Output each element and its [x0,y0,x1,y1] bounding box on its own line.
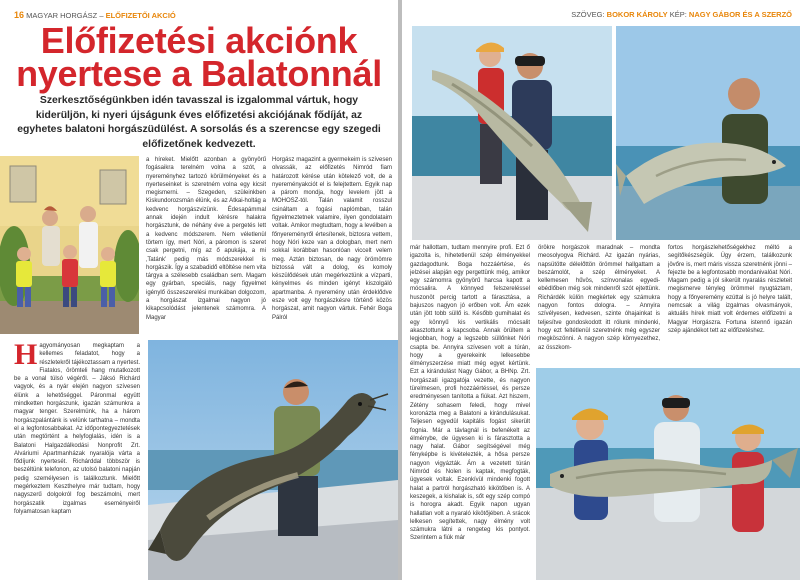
family-photo [0,156,139,334]
drop-cap: H [14,342,38,371]
photographers: NAGY GÁBOR ÉS A SZERZŐ [688,10,792,19]
article-column-5: fortos horgászlehetőségekhez méltó a segítőkészségük. Úgy érzem, találkozunk jövőre is, mert máris vissza szeretnénk jönni – fejezte be a legfontosabb mondanivalóat Nóri. Magam pedig a jól sikerült nyaralás részleteit megismerve tényleg örömmel nyugtáztam, hogy a főnyeremény ezúttal is jó helyre talált, nemcsak a világ izgalmas olvasmányok, aktuális hírek miatt volt érdemes előfizetni a Magyar Horgászra. Fortuna istennő igazán szép ajándékot tett az előfizetéshez. [668,245,792,334]
article-column-2: Horgász magazint a gyermekeim is szívesen olvassák, az előfizetés Nimród fiam határozott kérése után kötelező volt, de a nyereményakciót el is felejtettem. Egyik nap a párom mondja, hogy levelem jött a MOHOSZ-tól. Talán valamit rosszul csináltam a fogási naplómban, talán figyelmeztetnek valamire, ilyen gondolataim voltak. Amikor megtudtam, hogy a levélben a főnyereményről értesítenek, biztosra vettem, hogy Nóri keze van a dologban, mert nem sokkal korábban hasonlóan viccelt velem meg. Aztán biztosan, de nagy örömömre biztossá vált a dolog, és komoly készülődések után megérkeztünk a vízparti, kényelmes és minden igényt kiszolgáló apartmanba. A nyeremény után érdeklődve esze volt egy horgászkésre történő közös horgászat, amit nagyon vártuk. Fehér Boga Pálról [272,157,392,321]
page-number: 16 [14,10,25,20]
magazine-name: MAGYAR HORGÁSZ [26,11,98,20]
article-column-0 [14,342,140,574]
right-page [402,0,800,580]
article-title: Előfizetési akciónk nyertese a Balatonnál [16,20,382,94]
column-0-text: agyományosan megkaptam a kellemes feladatot, hogy a részletekről tájékoztassam a nyertest. Fiatalos, örömteli hang mutatkozott be a vonal túlsó végéről. – Jáksó Richárd vagyok, és a nyár elején nagyon szívesen élünk a lehetőséggel. Páronmal együtt mindketten horgászunk, igazán számunkra a magyar tenger. Szerelmünk, ha a három horgászpalántánk is velünk tarthatna – mondta el a legfontosabbakat. Az időpontegyeztetések után megtörtént a helyfoglalás, idén is a Balatoni Halgazdálkodási Nonprofit Zrt. Alváriumi Apartmanházak nyaralója várta a fődíjunk nyertesét. Richárddal többször is beszéltünk telefonon, az utolsó balatoni napján pedig személyesen is találkoztunk. Mielőtt megérkeztem Keszthelyre már tudtam, hogy nagyszerű dolgokról fog beszámolni, mert horgászatik izgalmas eseményeiről folyamatosan kaptam [14,343,140,515]
kids-zander-photo [536,368,800,580]
man-zander-photo [616,26,800,240]
page-folio-left: 16 MAGYAR HORGÁSZ – ELŐFIZETŐI AKCIÓ [14,10,176,20]
photo-prefix: KÉP: [669,10,687,19]
author-name: BOKOR KÁROLY [606,10,668,19]
article-column-3: már hallottam, tudtam mennyire profi. Ezt ő igazolta is, hihetetlenül szép élményekkel gazdagodtunk. Boga hozzáértése, és jelzései alapján egy pergettünk még, amikor egy számomra gyönyörű harcsa kapott a mócsalira. A könnyed felszereléssel huszonöt percig tartott a fárasztása, a bajuszos nagyon jó erőben volt. Ám ezek után jött tobb süllő is. Később gumihalat és egy könnyű kis vertikális mócsalit akasztottunk a kapcsoba. Annak örültem a legjobban, hogy a legszebb süllőnket Nóri csapta be. Annyira szívesen volt a túrán, hogy a gyerekeink lelkesebbe élményszerzése miatt még egyet kértünk. Ezt a kirándulást Nagy Gábor, a BHNp. Zrt. horgászati igazgatója vezette, és nagyon türelmesen, profi hozzáértéssel, és persze eredményesen tanította a fiúkat. Azt hiszem, Zétény sohasem feledi, hogy mivel koronázta meg a Balatoni a kirándulásukat. Teljesen egyedül kapitális fogást sikerült fognia. Már a távlagnál is befenékelt az élménybe, de ügyesen ki is fárasztotta a nagy halat. Gábor segítségével még fényképbe is kivételezték, a hősa persze nagyon vigyázták. Ám a vezetett túrán Nimród és Nolen is kaptak, megfogták, ügyesek voltak. Ezenkívül mindenki fogott halat a partról horgászható kikötőben is. A keszegek, a kishalak is, sőt egy szép compó is horogra akadt. Egyik napon ugyan hallatlan volt a nyaraló kikötőjében. A srácok lelkesen segítettek, nagy élmény volt számukra látni a rengeteg kis pontyot. Szerintem a fiúk már [410,245,530,542]
article-column-4: örökre horgászok maradnak – mondta meosolyogva Richárd. Az igazán nyárias, napsütötte délelőttön örömmel hallgattam a beszámolót, a szép élményeket. A kellemesen hűvös, színvonalas egyedi-ebédlőben még sok mindenről szót ejtettünk. Richárdék külön megkértek egy számukra nagyon fontos dologra. – Annyira szívélyesen, kedvesen, szinte óhajainkat is teljesítve gondoskodott itt rólunk mindenki, hogy ezt feltétlenül szeretnénk még egyszer megköszönni. A nagyon szép környezethez, az összkom- [538,245,660,351]
boy-zander-photo [412,26,612,240]
article-lead: Szerkesztőségünkben idén tavasszal is izgalommal vártuk, hogy kiderüljön, ki nyeri újságunk éves előfizetési akciójának fődíját, az egyhetes balatoni horgászüdülést. A sorsolás és a szerencse egy szegedi előfizetőnek kedvezett. [17,95,381,150]
catfish-photo [148,340,398,580]
section-name: ELŐFIZETŐI AKCIÓ [105,11,176,20]
credit-prefix: SZÖVEG: [571,10,605,19]
left-page [0,0,398,580]
article-column-1: a híreket. Mielőtt azonban a gyönyörű fogásaikra terelném volna a szót, a nyereményhez tartozó körülményeket és a nyerteseinket is szeretném volna egy kicsit megismerni. – Szegeden, szüleinkben Kiskundorozsmán élünk, és az Atkai-holtág a kedvenc horgászvizünk. Édesapámmal annak idején indult kérésre halakra horgásztunk, de néhány éve a pergetés lett a kedvenc módszerem. Nem véletlenül törtem így, mert Nóri, a páromon is szeret csak pergetni, míg az ő apukája, a mi ‚Tatánk’ pedig más módszerekkel is horgászik. Így a szabadidő eltöltése nem vita tárgya a szélesebb családban sem. Magam egy gyárban, speciális, nagy figyelmet igénylő összeszerelési munkában dolgozom, a horgászat izgalmai nagyon jó kikapcsolódást jelentenek számomra. A Magyar [146,157,266,321]
page-folio-right [571,10,792,19]
